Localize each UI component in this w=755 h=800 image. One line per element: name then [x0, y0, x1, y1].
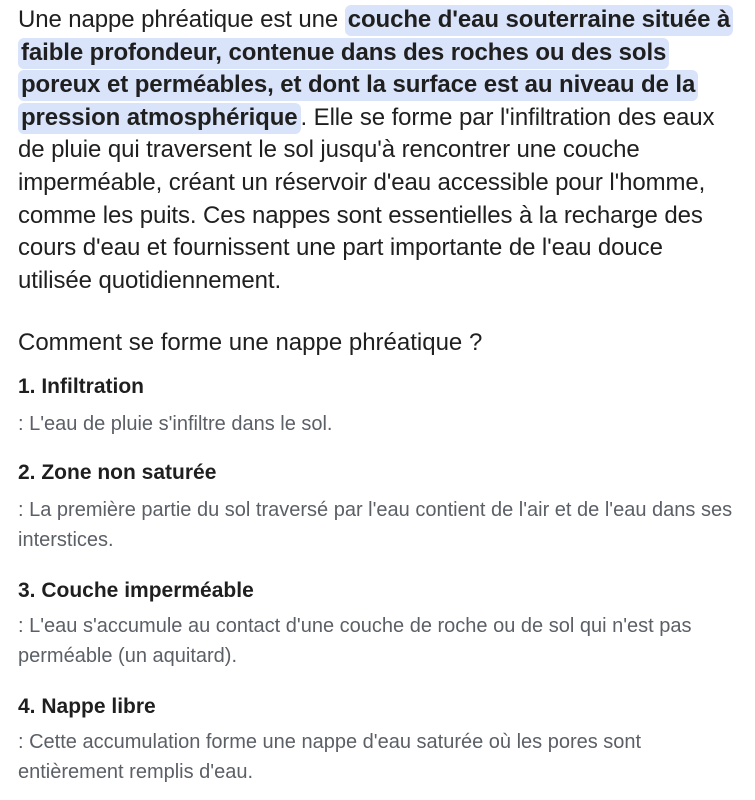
- intro-rest: . Elle se forme par l'infiltration des eaux de pluie qui traversent le sol jusqu'à rencontrer une couche imperméable, créant un réservoir d'eau accessible pour l'homme, comme les puits. Ces nappes sont essentielles à la recharge des cours d'eau et fournissent une part importante de l'eau douce utilisée quotidiennement.: [18, 103, 715, 294]
- step-description: : L'eau de pluie s'infiltre dans le sol.: [18, 413, 333, 436]
- highlighted-definition[interactable]: couche d'eau souterraine située à faible profondeur, contenue dans des roches ou des sols poreux et perméables, et dont la surface est au niveau de la pression atmosphérique: [18, 5, 733, 134]
- intro-paragraph: [18, 0, 739, 297]
- step-item: [18, 671, 739, 787]
- step-item: [18, 439, 739, 555]
- step-title: 3. Couche imperméable: [18, 579, 254, 603]
- steps-list: [18, 359, 739, 787]
- step-title: 2. Zone non saturée: [18, 461, 217, 485]
- step-item: [18, 359, 739, 439]
- step-item: [18, 555, 739, 671]
- step-title: 4. Nappe libre: [18, 695, 156, 719]
- step-description: : Cette accumulation forme une nappe d'eau saturée où les pores sont entièrement remplis d'eau.: [18, 731, 642, 784]
- step-description: : La première partie du sol traversé par l'eau contient de l'air et de l'eau dans ses interstices.: [18, 499, 733, 552]
- step-description: : L'eau s'accumule au contact d'une couche de roche ou de sol qui n'est pas perméable (un aquitard).: [18, 615, 692, 668]
- step-title: 1. Infiltration: [18, 375, 144, 399]
- section-heading: Comment se forme une nappe phréatique ?: [18, 329, 483, 357]
- intro-lead: Une nappe phréatique est une: [18, 6, 345, 33]
